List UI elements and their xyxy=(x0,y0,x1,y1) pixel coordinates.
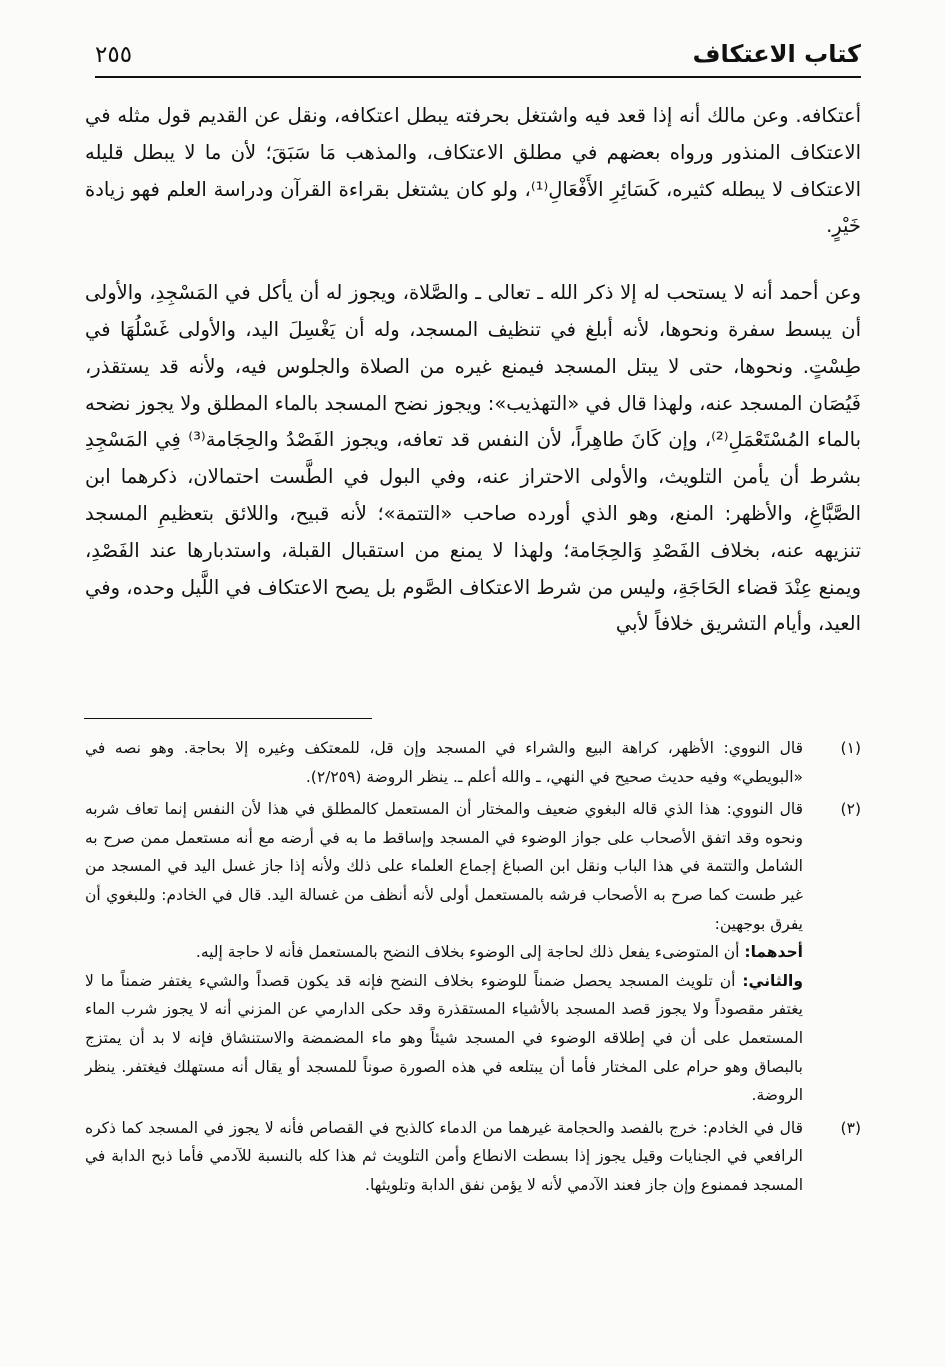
footnote-divider xyxy=(84,718,372,719)
footnote xyxy=(85,1114,861,1200)
footnote-number: (١) xyxy=(840,739,861,757)
subpoint-text: أن تلويث المسجد يحصل ضمناً للوضوء بخلاف النضح فإنه قد يكون قصداً والشيء يغتفر ضمناً ما لا يغتفر مقصوداً ولا يجوز قصد المسجد بالأشياء المستقذرة وقد حكى الدارمي عن المزني أنه لا يجوز شرب الماء المستعمل على أن في إطلاقه الوضوء في المسجد شيئاً وهو ماء المضمضة والاستنشاق فإنه لا بد أن يمتزج بالبصاق وهو حرام على المختار فأما أن يبتلعه في هذه الصورة صوناً للمسجد أو يقال أنه مستهلك فيغتفر. ينظر الروضة. xyxy=(85,971,803,1105)
footnote-number: (٣) xyxy=(840,1118,861,1137)
subpoint-label: أحدهما: xyxy=(744,943,803,962)
footnote-subpoint xyxy=(85,967,803,1110)
main-text xyxy=(85,98,861,643)
subpoint-label: والثاني: xyxy=(742,971,803,990)
page-header xyxy=(95,40,861,78)
book-title: كتاب الاعتكاف xyxy=(692,40,861,68)
paragraph: أعتكافه. وعن مالك أنه إذا قعد فيه واشتغل بحرفته يبطل اعتكافه، ونقل عن القديم قول مثله في الاعتكاف المنذور ورواه بعضهم في مطلق الاعتكاف، والمذهب مَا سَبَقَ؛ لأن ما لا يبطل قليله الاعتكاف لا يبطله كثيره، كَسَائِرِ الأَفْعَالِ⁽¹⁾، ولو كان يشتغل بقراءة القرآن ودراسة العلم فهو زيادة خَيْرٍ. xyxy=(85,104,861,238)
footnote-text: قال النووي: هذا الذي قاله البغوي ضعيف والمختار أن المستعمل كالمطلق في هذا لأن النفس إنما تعاف شربه ونحوه وقد اتفق الأصحاب على جواز الوضوء في المسجد وإساقط ما به في أرضه مع أنه مستعمل ممن صرح به الشامل والتتمة في هذا الباب ونقل ابن الصباغ إجماع العلماء على ذلك ولأنه إذا جاز غسل اليد في المسجد من غير طست كما صرح به الأصحاب فرشه بالمستعمل أولى لأنه أنظف من غسالة اليد. قال في الخادم: وللبغوي أن يفرق بوجهين: xyxy=(85,800,803,933)
footnote-number: (٢) xyxy=(840,800,861,819)
paragraph: وعن أحمد أنه لا يستحب له إلا ذكر الله ـ تعالى ـ والصَّلاة، ويجوز له أن يأكل في المَسْجِدِ، والأولى أن يبسط سفرة ونحوها، لأنه أبلغ في تنظيف المسجد، وله أن يَغْسِلَ اليد، والأولى غَسْلُهَا في طِسْتٍ. ونحوها، حتى لا يبتل المسجد فيمنع غيره من الصلاة والجلوس فيه، ولأنه قد يستقذر، فَيُصَان المسجد عنه، ولهذا قال في «التهذيب»: ويجوز نضح المسجد بالماء المطلق ولا يجوز نضحه بالماء المُسْتَعْمَلِ⁽²⁾، وإن كَانَ طاهِراً، لأن النفس قد تعافه، ويجوز الفَصْدُ والحِجَامة⁽³⁾ فِي المَسْجِدِ بشرط أن يأمن التلويث، والأولى الاحتراز عنه، وفي البول في الطَّست احتمالان، ذكرهما ابن الصَّبَّاغِ، والأظهر: المنع، وهو الذي أورده صاحب «التتمة»؛ لأنه قبيح، واللائق بتعظيمِ المسجد تنزيهه عنه، بخلاف الفَصْدِ وَالحِجَامة؛ ولهذا لا يمنع من استقبال القبلة، واستدبارها عند الفَصْدِ، ويمنع عِنْدَ قضاء الحَاجَةِ، وليس من شرط الاعتكاف الصَّوم بل يصح الاعتكاف في اللَّيل وحده، وفي العيد، وأيام التشريق خلافاً لأبي xyxy=(85,281,861,636)
footnote xyxy=(85,734,861,791)
subpoint-text: أن المتوضىء يفعل ذلك لحاجة إلى الوضوء بخلاف النضح بالمستعمل فأنه لا حاجة إليه. xyxy=(195,943,740,962)
footnote xyxy=(85,795,861,1110)
footnote-text: قال النووي: الأظهر، كراهة البيع والشراء في المسجد وإن قل، للمعتكف وغيره إلا بحاجة. وهو نصه في «البويطي» وفيه حديث صحيح في النهي، ـ والله أعلم ـ. ينظر الروضة (٢/٢٥٩). xyxy=(85,739,803,786)
page-number: ٢٥٥ xyxy=(95,42,133,68)
footnote-subpoint xyxy=(85,938,803,967)
footnotes xyxy=(85,734,861,1204)
footnote-text: قال في الخادم: خرج بالفصد والحجامة غيرهما من الدماء كالذبح في القصاص فأنه لا يجوز في المسجد كما ذكره الرافعي في الجنايات وقيل يجوز إذا بسطت الانطاع وأمن التلويث ثم هذا كله بالنسبة للآدمي فأما ذبح الدابة في المسجد فممنوع وإن جاز فعند الآدمي لأنه لا يؤمن نفق الدابة وتلويثها. xyxy=(85,1118,803,1194)
